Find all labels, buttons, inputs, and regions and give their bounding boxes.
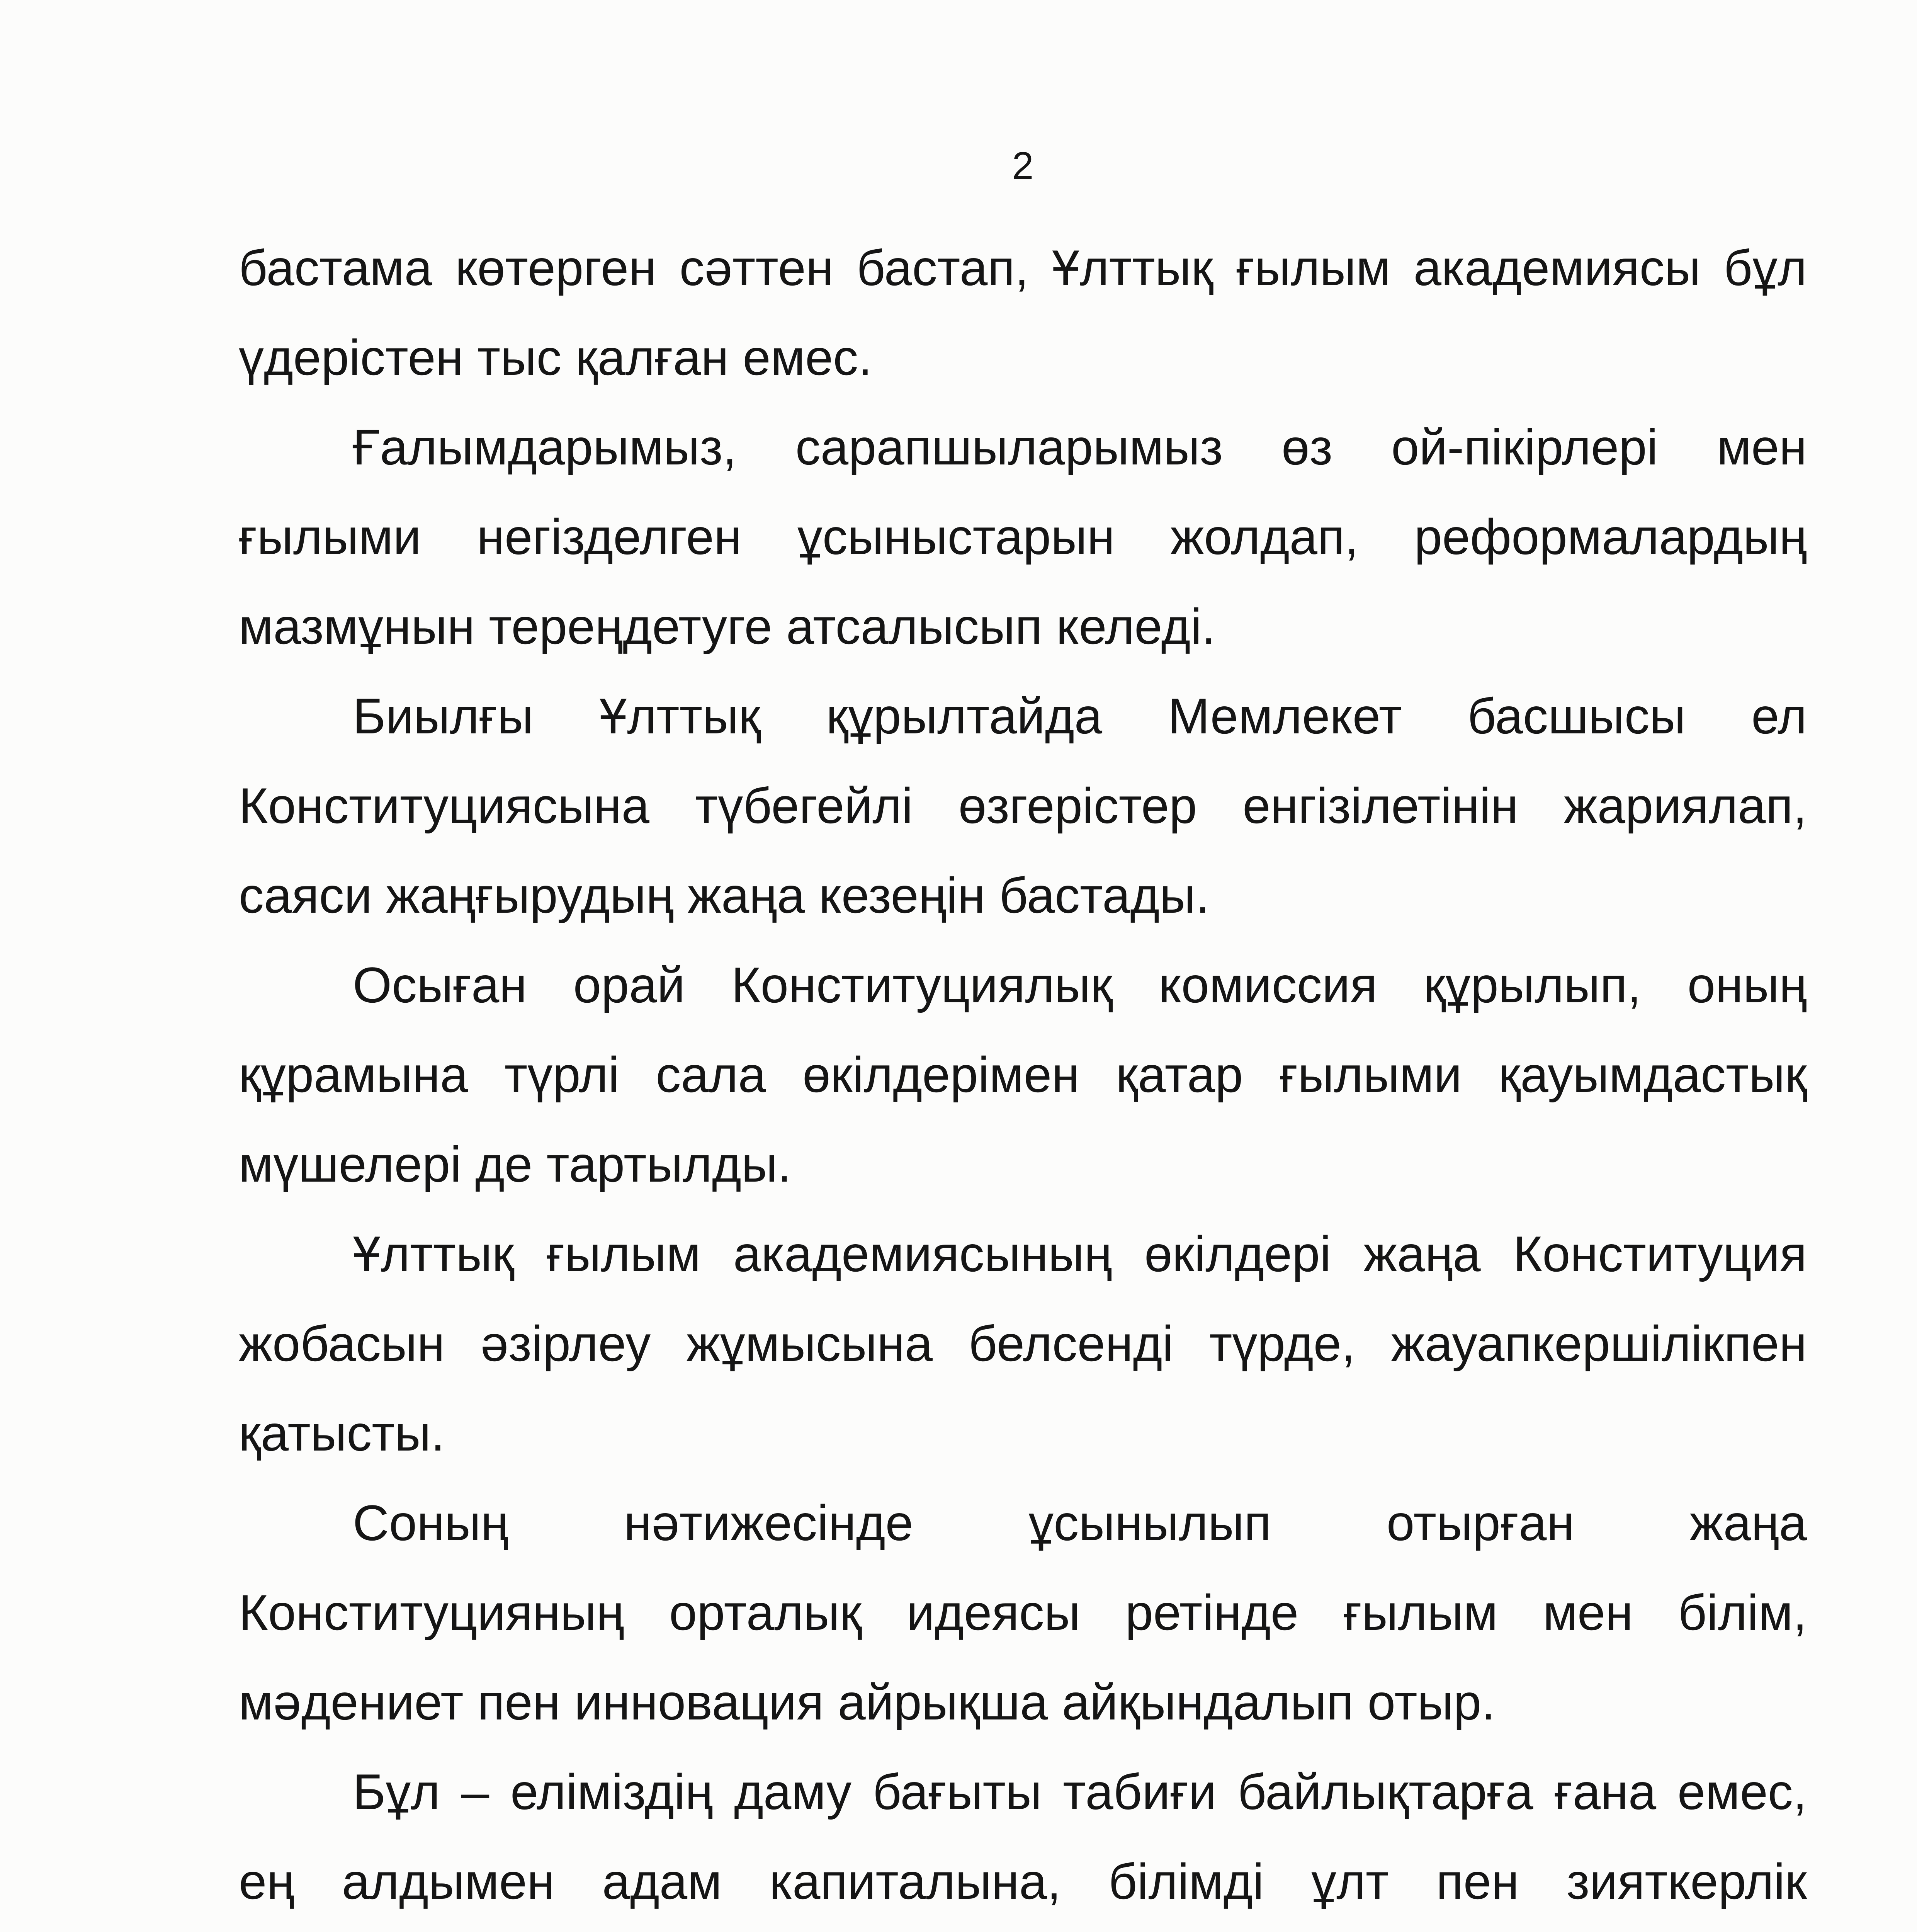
text-line: Биылғы Ұлттық құрылтайда Мемлекет басшысы ел (353, 688, 1807, 744)
text-line: Конституцияның орталық идеясы ретінде ғылым мен білім, (239, 1584, 1807, 1641)
text-line: Осыған орай Конституциялық комиссия құрылып, оның (353, 957, 1807, 1013)
paragraph (239, 1747, 1807, 1932)
text-line: мазмұнын тереңдетуге атсалысып келеді. (239, 598, 1216, 655)
text-line: құрамына түрлі сала өкілдерімен қатар ғылыми қауымдастық (239, 1046, 1807, 1103)
text-line: бастама көтерген сәттен бастап, Ұлттық ғылым академиясы бұл (239, 240, 1807, 296)
text-line: үдерістен тыс қалған емес. (239, 329, 872, 386)
text-line: жобасын әзірлеу жұмысына белсенді түрде, жауапкершілікпен (239, 1315, 1807, 1372)
paragraph-continued (239, 223, 1807, 402)
text-line: Конституциясына түбегейлі өзгерістер енгізілетінін жариялап, (239, 777, 1807, 834)
text-line: мүшелері де тартылды. (239, 1136, 792, 1192)
document-body (239, 223, 1807, 1932)
text-line: Ұлттық ғылым академиясының өкілдері жаңа Конституция (353, 1226, 1807, 1282)
paragraph (239, 940, 1807, 1209)
paragraph (239, 1478, 1807, 1747)
paragraph (239, 1209, 1807, 1478)
text-line: Ғалымдарымыз, сарапшыларымыз өз ой-пікірлері мен (353, 419, 1807, 475)
text-line: саяси жаңғырудың жаңа кезеңін бастады. (239, 867, 1210, 923)
text-line: ғылыми негізделген ұсыныстарын жолдап, реформалардың (239, 509, 1807, 565)
text-line: қатысты. (239, 1405, 445, 1461)
paragraph (239, 402, 1807, 671)
paragraph (239, 671, 1807, 940)
text-line: Соның нәтижесінде ұсынылып отырған жаңа (353, 1495, 1807, 1551)
text-line: мәдениет пен инновация айрықша айқындалып отыр. (239, 1674, 1496, 1730)
text-line: ең алдымен адам капиталына, білімді ұлт пен зияткерлік (239, 1853, 1807, 1910)
text-line: Бұл – еліміздің даму бағыты табиғи байлықтарға ғана емес, (353, 1764, 1807, 1820)
text-line (239, 1926, 1807, 1932)
page-number: 2 (1012, 144, 1034, 187)
